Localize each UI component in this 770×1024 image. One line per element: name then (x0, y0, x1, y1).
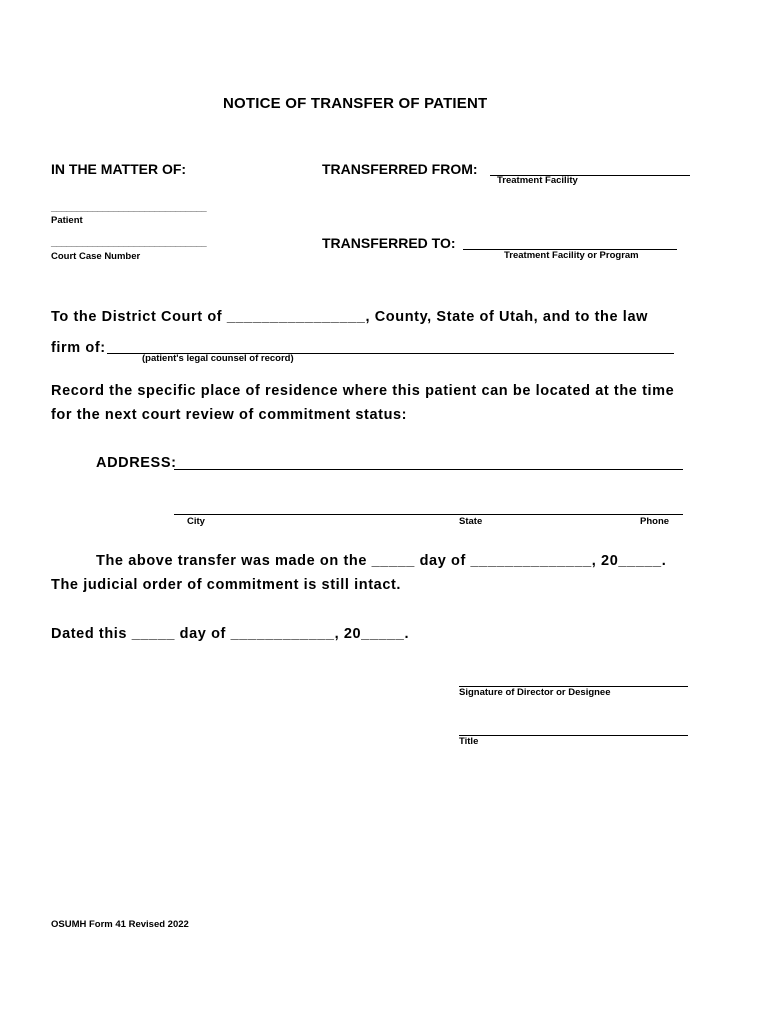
form-title: NOTICE OF TRANSFER OF PATIENT (223, 95, 488, 112)
city-state-phone-line[interactable] (174, 514, 683, 515)
address-line[interactable] (174, 469, 683, 470)
matter-label: IN THE MATTER OF: (51, 161, 187, 177)
transfer-paragraph-line1: The above transfer was made on the _____ day of ______________, 20_____. (96, 553, 667, 569)
record-paragraph-line2: for the next court review of commitment status: (51, 407, 408, 423)
transferred-to-label: TRANSFERRED TO: (322, 235, 456, 251)
transferred-to-caption: Treatment Facility or Program (504, 250, 639, 261)
court-paragraph-line2: firm of: (51, 340, 106, 356)
patient-line[interactable]: ______________________________ (51, 203, 207, 214)
city-caption: City (187, 516, 205, 527)
patient-caption: Patient (51, 215, 83, 226)
form-footer: OSUMH Form 41 Revised 2022 (51, 919, 189, 930)
title-line[interactable] (459, 735, 688, 736)
phone-caption: Phone (640, 516, 670, 527)
court-case-line[interactable]: ______________________________ (51, 238, 207, 249)
signature-caption: Signature of Director or Designee (459, 687, 611, 698)
court-paragraph-line1: To the District Court of ________________, County, State of Utah, and to the law (51, 309, 648, 325)
title-caption: Title (459, 736, 479, 747)
transferred-from-caption: Treatment Facility (497, 175, 578, 186)
counsel-caption: (patient's legal counsel of record) (142, 353, 294, 364)
address-label: ADDRESS: (96, 455, 177, 471)
record-paragraph-line1: Record the specific place of residence where this patient can be located at the time (51, 383, 675, 399)
dated-line: Dated this _____ day of ____________, 20_____. (51, 626, 410, 642)
transfer-paragraph-line2: The judicial order of commitment is still intact. (51, 577, 402, 593)
transferred-from-label: TRANSFERRED FROM: (322, 161, 478, 177)
state-caption: State (459, 516, 483, 527)
court-case-caption: Court Case Number (51, 251, 141, 262)
